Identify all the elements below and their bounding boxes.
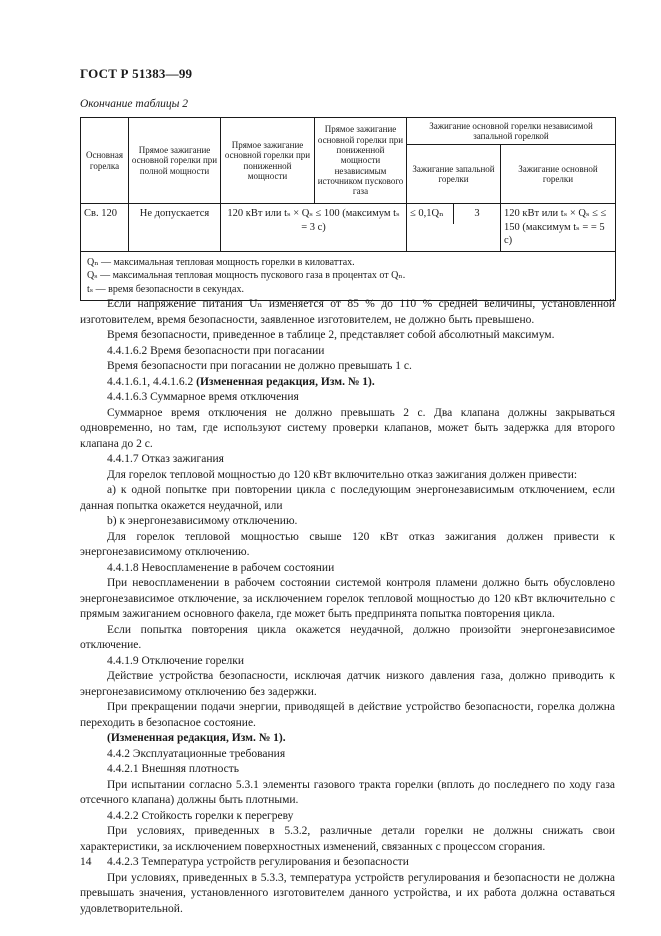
cell-not-allowed: Не допускается: [129, 204, 221, 252]
header-direct-full: Прямое зажигание основной горелки при полной мощности: [129, 118, 221, 204]
section-heading: 4.4.1.6.3 Суммарное время отключения: [107, 391, 299, 403]
header-pilot-group: Зажигание основной горелки независимой запальной горелкой: [407, 118, 616, 145]
section-heading: 4.4.1.7 Отказ зажигания: [107, 453, 224, 465]
header-main-burner: Основная горелка: [81, 118, 129, 204]
paragraph: Для горелок тепловой мощностью до 120 кВт включительно отказ зажигания должен привести:: [107, 468, 578, 481]
section-heading: 4.4.2.3 Температура устройств регулирования и безопасности: [107, 856, 409, 868]
ignition-table: [80, 117, 616, 301]
cell-burner: Св. 120: [81, 204, 129, 252]
cell-pilot-split: [407, 204, 501, 252]
cell-pilot-power: ≤ 0,1Qₙ: [407, 204, 454, 224]
header-main-ignition: Зажигание основной горелки: [501, 145, 616, 204]
section-heading: 4.4.1.6.2 Время безопасности при погасании: [107, 344, 325, 357]
header-direct-reduced: Прямое зажигание основной горелки при пониженной мощности: [221, 118, 315, 204]
section-heading: 4.4.2.2 Стойкость горелки к перегреву: [107, 809, 294, 822]
paragraph: При прекращении подачи энергии, приводящей в действие устройство безопасности, горелка должна переходить в безопасное состояние.: [80, 701, 615, 729]
table-notes: [81, 251, 616, 301]
section-heading: 4.4.2 Эксплуатационные требования: [107, 747, 286, 760]
cell-reduced-limit: 120 кВт или tₛ × Qₛ ≤ 100 (максимум tₛ = 3 с): [221, 204, 407, 252]
note-qs: Qₛ — максимальная тепловая мощность пускового газа в процентах от Qₙ.: [87, 270, 406, 282]
cell-pilot-time: 3: [474, 208, 480, 219]
list-item: a) к одной попытке при повторении цикла с последующим энергонезависимым отключением, если данная попытка окажется неудачной, или: [80, 484, 615, 512]
header-direct-independent: Прямое зажигание основной горелки при пониженной мощности независимым источником пускового газа: [315, 118, 407, 204]
paragraph: Суммарное время отключения не должно превышать 2 с. Два клапана должны закрываться одновременно, но там, где используют систему проверки клапанов, может быть задержка для второго клапана до 2 с.: [80, 406, 615, 450]
paragraph: Время безопасности, приведенное в таблице 2, представляет собой абсолютный максимум.: [107, 329, 555, 341]
note-qn: Qₙ — максимальная тепловая мощность горелки в киловаттах.: [87, 256, 355, 268]
paragraph: Если напряжение питания Uₙ изменяется от 85 % до 110 % средней величины, установленной изготовителем, время безопасности, заявленное изготовителем, не должно быть превышено.: [80, 298, 615, 326]
amendment-line: [80, 375, 615, 391]
list-item: b) к энергонезависимому отключению.: [107, 515, 298, 527]
amendment-note: (Измененная редакция, Изм. № 1).: [107, 732, 286, 744]
section-heading: 4.4.2.1 Внешняя плотность: [107, 763, 239, 775]
note-ts: tₛ — время безопасности в секундах.: [87, 283, 244, 295]
document-header: ГОСТ Р 51383—99: [80, 66, 193, 81]
section-heading: 4.4.1.9 Отключение горелки: [107, 654, 245, 667]
header-pilot-ignition: Зажигание запальной горелки: [407, 145, 501, 204]
paragraph: Время безопасности при погасании не должно превышать 1 с.: [107, 360, 412, 372]
amendment-note: (Измененная редакция, Изм. № 1).: [196, 375, 375, 388]
table-caption: Окончание таблицы 2: [80, 98, 188, 110]
clause-ref: 4.4.1.6.1, 4.4.1.6.2: [107, 375, 194, 388]
paragraph: Для горелок тепловой мощностью свыше 120 кВт отказ зажигания должен привести к энергонезависимому отключению.: [80, 530, 615, 558]
body-text: [80, 297, 615, 917]
paragraph: При условиях, приведенных в 5.3.2, различные детали горелки не должны снижать свои характеристики, за исключением поверхностных изменений, связанных с процессом сгорания.: [80, 825, 615, 853]
paragraph: Если попытка повторения цикла окажется неудачной, должно произойти энергонезависимое отключение.: [80, 623, 615, 651]
cell-main-limit: 120 кВт или tₛ × Qₛ ≤ ≤ 150 (максимум tₛ = = 5 с): [501, 204, 616, 252]
paragraph: При невоспламенении в рабочем состоянии системой контроля пламени должно быть обусловлено энергонезависимое отключение, за исключением горелок тепловой мощностью до 120 кВт включительно с прямым зажиганием основного факела, где может быть предпринята попытка повторения цикла.: [80, 577, 615, 620]
paragraph: Действие устройства безопасности, исключая датчик низкого давления газа, должно приводить к энергонезависимому отключению без задержки.: [80, 670, 615, 698]
paragraph: При условиях, приведенных в 5.3.3, температура устройств регулирования и безопасности не должна превышать значения, установленного изготовителем данного устройства, и их работа должна оставаться удовлетворительной.: [80, 871, 615, 915]
section-heading: 4.4.1.8 Невоспламенение в рабочем состоянии: [107, 561, 335, 574]
page-number: 14: [80, 856, 92, 868]
paragraph: При испытании согласно 5.3.1 элементы газового тракта горелки (вплоть до последнего по ходу газа отсечного клапана) должны быть плотными.: [80, 778, 615, 806]
